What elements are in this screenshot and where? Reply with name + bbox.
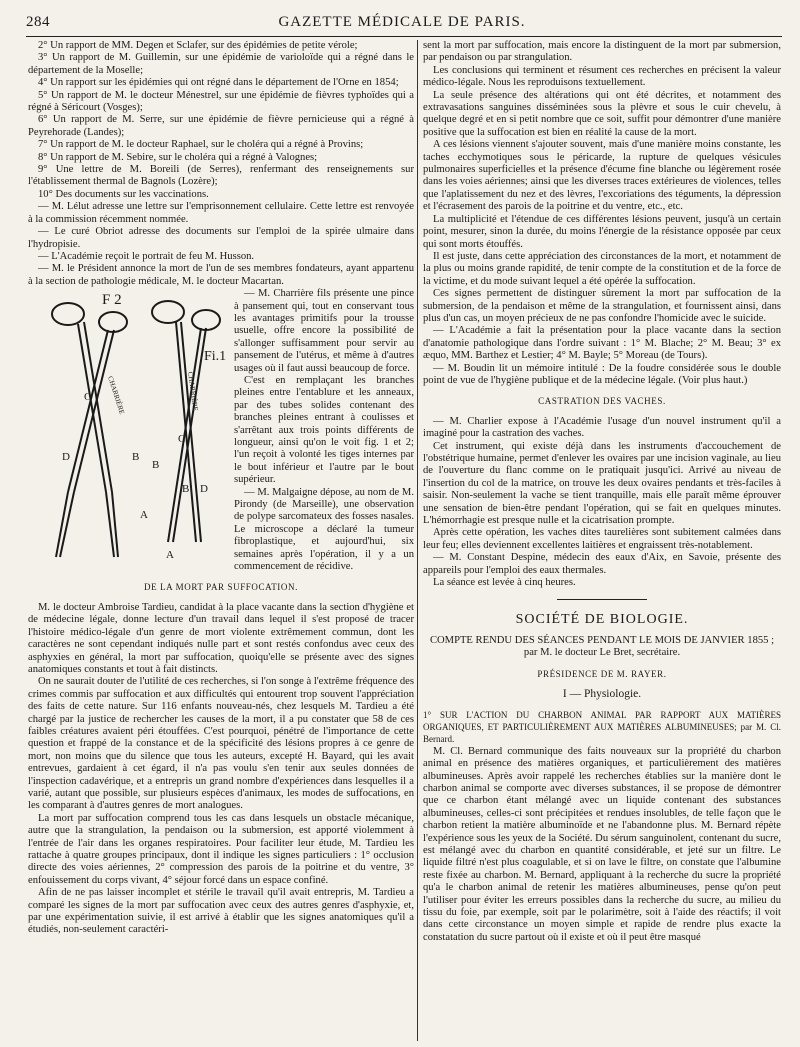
page-header (26, 14, 778, 36)
figure-label-f1: Fi.1 (204, 349, 227, 365)
paragraph: 9° Une lettre de M. Boreili (de Serres), renfermant des renseignements sur l'établissement thermal de Bagnols (Lozère); (28, 164, 414, 188)
paragraph: 8° Un rapport de M. Sebire, sur le choléra qui a régné à Valognes; (38, 151, 318, 163)
section-heading: DE LA MORT PAR SUFFOCATION. (144, 582, 298, 593)
paragraph: La multiplicité et l'étendue de ces différentes lésions peuvent, jusqu'à un certain point, mesurer, sinon la durée, du moins l'énergie de la résistance opposée par ceux qui sont morts étouffés. (423, 213, 781, 250)
maker-stamp: CHARRIÈRE (106, 375, 126, 416)
figure-label-f2: F 2 (102, 292, 122, 309)
ring-handle (52, 303, 84, 325)
article-title: 1° SUR L'ACTION DU CHARBON ANIMAL PAR RAPPORT AUX MATIÈRES ORGANIQUES, ET PARTICULIÈREMENT AUX MATIÈRES ALBUMINEUSES; par M. Cl. Bernard. (423, 709, 781, 745)
paragraph: M. Cl. Bernard communique des faits nouveaux sur la propriété du charbon animal en présence des matières organiques, et particulièrement des matières albumineuses. Après avoir rappelé les recherches établies sur la manière dont le charbon animal se comporte avec diverses substances, il se propose de démontrer que ce charbon étant mélangé avec un liquide contenant des substances albumineuses, celles-ci sont précipitées et rendues insolubles, de telle façon que le charbon retient la matière albuminoïde et ne l'abandonne plus. M. Bernard répète l'expérience sous les yeux de la Société. Du sérum sanguinolent, contenant du sucre, est mélangé avec du charbon en quantité considérable, et jeté sur un filtre. Le liquide filtré n'est plus coagulable, et si on lave le filtre, on constate que l'albumine reste fixée au charbon. M. Bernard, appliquant à la recherche du sucre la propriété qu'a le charbon animal de retenir les matières albumineuses, pense qu'on peut l'utiliser pour éviter les erreurs possibles dans la recherche du sucre, au milieu du tissu du foie, par exemple, soit par le polarimètre, soit à l'aide des réactifs; il voit dans cette circonstance un moyen simple et rapide de rendre plus exacte la constatation du sucre partout où il existe et où il peut être masqué (423, 745, 781, 943)
paragraph: — M. Boudin lit un mémoire intitulé : De la foudre considérée sous le double point de vue de l'hygiène publique et de la médecine légale. (Voir plus haut.) (423, 362, 781, 386)
paragraph: Ces signes permettent de distinguer sûrement la mort par suffocation de la submersion, de la pendaison et même de la strangulation, et fournissent ainsi, dans plus d'un cas, un moyen précieux de ne pas confondre l'homicide avec le suicide. (423, 288, 781, 324)
separator-rule (557, 599, 647, 600)
paragraph: 2° Un rapport de MM. Degen et Sclafer, sur des épidémies de petite vérole; (38, 40, 358, 51)
paragraph: — M. Charrière fils présente une pince à pansement qui, tout en conservant tous les avantages primitifs pour la trousse usuelle, offre encore la possibilité de s'allonger suffisamment pour servir au pansement de l'utérus, et même à d'autres usages où il faut aussi beaucoup de force. (234, 288, 414, 374)
report-title: COMPTE RENDU DES SÉANCES PENDANT LE MOIS DE JANVIER 1855 ; par M. le docteur Le Bret, secrétaire. (429, 634, 775, 659)
forceps-figure (28, 292, 228, 572)
ring-handle (192, 310, 220, 330)
paragraph: 7° Un rapport de M. le docteur Raphael, sur le choléra qui a régné à Provins; (38, 139, 364, 151)
paragraph: La séance est levée à cinq heures. (433, 577, 576, 589)
paragraph: sent la mort par suffocation, mais encore la distinguent de la mort par submersion, par pendaison ou par strangulation. (423, 40, 781, 64)
paragraph: M. le docteur Ambroise Tardieu, candidat à la place vacante dans la section d'hygiène et de médecine légale, donne lecture d'un travail dans lequel il s'est proposé de tracer l'histoire médico-légale d'un genre de mort violente extrêmement commun, dont les caractères ne sont cependant indiqués nulle part et sont restés confondus avec ceux des asphyxies en général, la mort par suffocation, quoiqu'elle se présente avec des signes anatomiques constants et tout à fait distincts. (28, 601, 414, 675)
paragraph: 6° Un rapport de M. Serre, sur une épidémie de fièvre pernicieuse qui a régné à Peyrehorade (Landes); (28, 114, 414, 138)
journal-title: GAZETTE MÉDICALE DE PARIS. (278, 14, 526, 30)
paragraph: Il est juste, dans cette appréciation des circonstances de la mort, et notamment de la plus ou moins grande rapidité, de tenir compte de la constitution et de la force de la victime, et du mode suivant lequel a été opérée la suffocation. (423, 250, 781, 287)
header-rule (26, 36, 782, 37)
paragraph: Après cette opération, les vaches dites taurelières sont subitement calmées dans leur feu; elles deviennent excellentes laitières et engraissent très-notablement. (423, 527, 781, 551)
figure-label-d: D (62, 451, 70, 464)
maker-stamp: CHARRIÈRE (186, 371, 200, 412)
paragraph: — M. Malgaigne dépose, au nom de M. Pirondy (de Marseille), une observation de polype sarcomateux des fosses nasales. Le microscope a déclaré la tumeur fibroplastique, et aujourd'hui, six semaines après l'opération, il y a un commencement de récidive. (234, 486, 414, 573)
paragraph: — M. Lélut adresse une lettre sur l'emprisonnement cellulaire. Cette lettre est renvoyée à la commission récemment nommée. (28, 201, 414, 225)
paragraph: 4° Un rapport sur les épidémies qui ont régné dans le département de l'Orne en 1854; (38, 77, 399, 89)
figure-label-d: D (200, 483, 208, 496)
figure-label-c: C (84, 391, 92, 404)
left-column (28, 40, 414, 937)
paragraph: La seule présence des altérations qui ont été décrites, et notamment des extravasations sanguines disséminées sous la plèvre et sous le cuir chevelu, à quelque degré et en si petit nombre que ce soit, suffit pour démontrer d'une manière positive que la suffocation est bien en réalité la cause de la mort. (423, 89, 781, 138)
figure-label-b: B (182, 483, 190, 496)
paragraph: Cet instrument, qui existe déjà dans les instruments d'accouchement de l'obstétrique humaine, permet d'enlever les ovaires par une incision vaginale, au lieu de l'ouverture du flanc comme on le pratiquait jusqu'ici. Arrivé au niveau de l'insertion du col de la matrice, on trouve les deux ovaires pendants et très-faciles à saisir. Non-seulement la vache se tient tranquille, mais elle paraît même éprouver une sensation de bien-être pendant l'opération, qui se fait en quelques minutes. L'hémorrhagie est presque nulle et la cicatrisation prompte. (423, 440, 781, 527)
subsection-heading: I — Physiologie. (562, 688, 642, 701)
society-heading: SOCIÉTÉ DE BIOLOGIE. (515, 612, 689, 628)
figure-label-a: A (140, 509, 148, 522)
section-heading: CASTRATION DES VACHES. (538, 396, 666, 407)
ring-handle (152, 301, 184, 323)
figure-label-b: B (152, 459, 160, 472)
paragraph: A ces lésions viennent s'ajouter souvent, mais d'une manière moins constante, les taches ecchymotiques sous le péricarde, la rupture de quelques vésicules pulmonaires superficielles et la présence d'écume fine blanche ou légèrement rosée dans les voies aériennes; ainsi que les diverses traces extérieures de violences, telles que l'aplatissement du nez et des lèvres, l'excoriations des téguments, la dépression et l'écrasement des parois de la poitrine et du ventre, etc., etc. (423, 139, 781, 213)
forceps-illustration (28, 292, 228, 572)
presidency-line: PRÉSIDENCE DE M. RAYER. (537, 668, 667, 679)
figure-label-c: C (178, 433, 186, 446)
paragraph: — Le curé Obriot adresse des documents sur l'emploi de la spirée ulmaire dans l'hydropisie. (28, 226, 414, 250)
paragraph: — M. Charlier expose à l'Académie l'usage d'un nouvel instrument qu'il a imaginé pour la castration des vaches. (423, 415, 781, 440)
paragraph: — M. Constant Despine, médecin des eaux d'Aix, en Savoie, présente des appareils pour l'emploi des eaux thermales. (423, 552, 781, 576)
paragraph: Les conclusions qui terminent et résument ces recherches en précisent la valeur médico-légale. Nous les reproduisons textuellement. (423, 64, 781, 89)
paragraph: Afin de ne pas laisser incomplet et stérile le travail qu'il avait entrepris, M. Tardieu a comparé les signes de la mort par suffocation avec ceux des autres genres d'asphyxie, et, par une expérimentation suivie, il est arrivé à établir que les signes anatomiques qu'il a étudiés, non-seulement caractéri- (28, 887, 414, 936)
paragraph: 3° Un rapport de M. Guillemin, sur une épidémie de varioloïde qui a régné dans le département de la Moselle; (28, 52, 414, 76)
page-number: 284 (26, 14, 50, 30)
figure-label-a: A (166, 549, 174, 562)
figure-label-b: B (132, 451, 140, 464)
paragraph: 10° Des documents sur les vaccinations. (38, 188, 209, 200)
right-column (423, 40, 781, 944)
paragraph: 5° Un rapport de M. le docteur Ménestrel, sur une épidémie de fièvres typhoïdes qui a régné à Séricourt (Vosges); (28, 89, 414, 114)
paragraph: C'est en remplaçant les branches pleines entre l'entablure et les anneaux, par des tubes solides contenant des branches pleines entrant à coulisses et s'arrêtant aux trois points différents de longueur, ainsi qu'on le voit fig. 1 et 2; l'un reçoit à volonté les tiges internes par le bout inférieur et l'autre par le bout supérieur. (234, 374, 414, 486)
paragraph: On ne saurait douter de l'utilité de ces recherches, si l'on songe à l'extrême fréquence des crimes commis par suffocation et aux difficultés qui entourent trop souvent l'appréciation des faits de cette nature. Sur 116 enfants nouveau-nés, chez lesquels M. Tardieu a été chargé par la justice de rechercher les causes de la mort, il a pu constater que 58 de ces faibles créatures avaient péri étouffées. C'est pourquoi, pénétré de l'importance de cette question et frappé de la constance et de la spécificité des lésions propres à ce genre de mort, non moins que du silence que tous les auteurs, excepté H. Bayard, qui les avait entrevues, gardaient à cet égard, il n'a pas voulu s'en tenir aux seules données de l'inspection cadavérique, et a entrepris un grand nombre d'expériences dans lesquelles il a varié, autant que possible, sur plusieurs espèces d'animaux, les modes de suffocations, en les comparant à d'autres genres de mort analogues. (28, 676, 414, 812)
column-divider (417, 40, 418, 1041)
paragraph: — M. le Président annonce la mort de l'un de ses membres fondateurs, ayant appartenu à la section de pathologie médicale, M. le docteur Macartan. (28, 263, 414, 287)
paragraph: — L'Académie reçoit le portrait de feu M. Husson. (38, 250, 255, 262)
ring-handle (99, 312, 127, 332)
paragraph: — L'Académie a fait la présentation pour la place vacante dans la section d'anatomie pathologique dans l'ordre suivant : 1° M. Blache; 2° M. Beau; 3° ex æquo, MM. Barthez et Lestier; 4° M. Bayle; 5° Moreau (de Tours). (423, 325, 781, 362)
paragraph: La mort par suffocation comprend tous les cas dans lesquels un obstacle mécanique, autre que la strangulation, la pendaison ou la submersion, est apporté violemment à l'entrée de l'air dans les organes respiratoires. Pour faciliter leur étude, M. Tardieu les rattache à quatre groupes principaux, dont il indique les signes particuliers : 1° occlusion directe des voies aériennes, 2° compression des parois de la poitrine et du ventre, 3° enfouissement du corps vivant, 4° séjour forcé dans un espace confiné. (28, 812, 414, 886)
